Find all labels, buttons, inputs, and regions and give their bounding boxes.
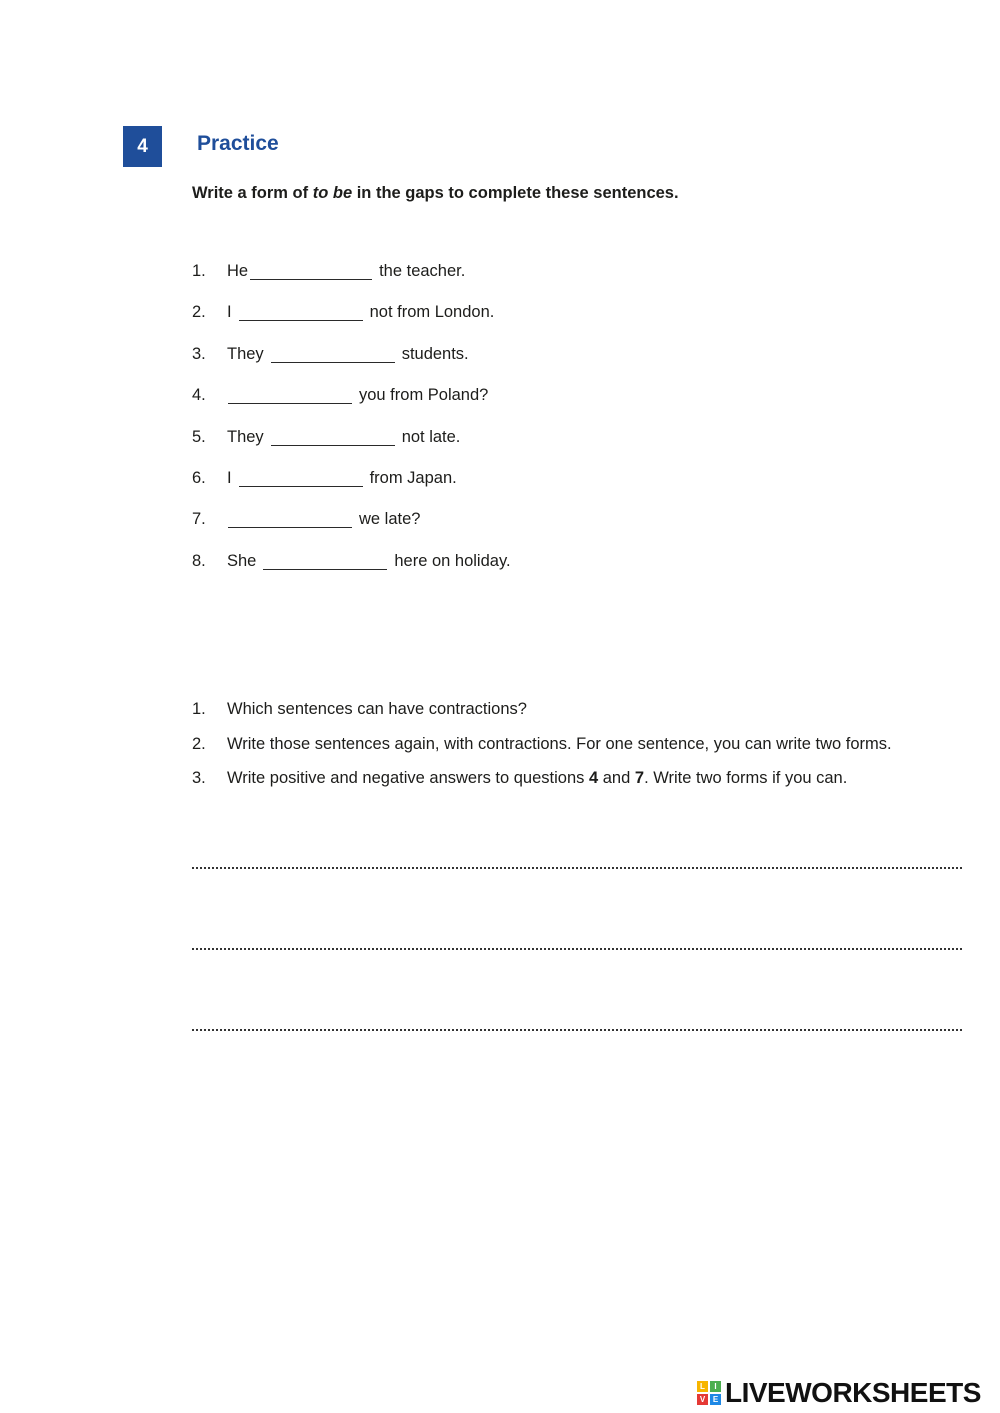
sentence-number: 4. <box>192 386 206 405</box>
answer-blank[interactable] <box>239 469 363 487</box>
task-text-part: Write positive and negative answers to questions <box>227 769 589 787</box>
task-text-bold: 7 <box>634 769 645 787</box>
sentence-after: the teacher. <box>379 262 466 280</box>
sentence-number: 2. <box>192 303 206 322</box>
sentence-before: I <box>227 303 232 322</box>
instruction-after: in the gaps to complete these sentences. <box>352 184 679 202</box>
sentence-before: She <box>227 551 257 570</box>
task-number: 3. <box>192 769 206 787</box>
section-number-badge: 4 <box>123 126 162 167</box>
instruction-before: Write a form of <box>192 184 313 202</box>
sentence-before: They <box>227 344 264 363</box>
answer-blank[interactable] <box>228 510 352 528</box>
answer-line-3[interactable] <box>192 1029 962 1031</box>
sentence-number: 5. <box>192 427 206 446</box>
task-number: 1. <box>192 700 206 718</box>
sentence-number: 8. <box>192 551 206 570</box>
answer-blank[interactable] <box>263 552 387 570</box>
section-title: Practice <box>197 132 279 155</box>
task-text-part: and <box>598 769 635 787</box>
task-text-bold: 4 <box>588 769 599 787</box>
logo-icon <box>697 1381 721 1405</box>
gap-sentence-8 <box>192 552 511 593</box>
answer-blank[interactable] <box>271 428 395 446</box>
liveworksheets-logo <box>697 1376 981 1410</box>
logo-cell: V <box>697 1394 708 1405</box>
sentence-after: from Japan. <box>369 468 457 487</box>
sentence-before: I <box>227 468 232 487</box>
sentence-after: you from Poland? <box>359 386 489 405</box>
task-number: 2. <box>192 734 206 753</box>
answer-blank[interactable] <box>271 345 395 363</box>
logo-cell: E <box>710 1394 721 1405</box>
instruction-text <box>192 184 679 203</box>
sentence-after: not late. <box>401 427 461 446</box>
sentence-number: 1. <box>192 262 206 280</box>
sentence-after: we late? <box>359 510 421 529</box>
sentence-number: 7. <box>192 510 206 529</box>
gap-sentence-3 <box>192 345 511 386</box>
gap-sentence-4 <box>192 386 511 427</box>
sentence-before: He <box>227 262 249 280</box>
answer-line-2[interactable] <box>192 948 962 950</box>
task-2 <box>192 735 892 770</box>
task-text: Which sentences can have contractions? <box>227 700 527 718</box>
logo-cell: I <box>710 1381 721 1392</box>
task-3 <box>192 769 892 804</box>
sentence-after: students. <box>401 344 469 363</box>
gap-sentence-5 <box>192 428 511 469</box>
gap-sentence-1 <box>192 262 511 303</box>
logo-cell: L <box>697 1381 708 1392</box>
sentence-after: not from London. <box>369 303 495 322</box>
answer-blank[interactable] <box>250 262 372 280</box>
answer-line-1[interactable] <box>192 867 962 869</box>
task-text: Write those sentences again, with contractions. For one sentence, you can write two forms. <box>227 734 892 753</box>
task-list <box>192 700 892 804</box>
sentence-before: They <box>227 427 264 446</box>
answer-blank[interactable] <box>228 386 352 404</box>
gap-sentence-7 <box>192 510 511 551</box>
answer-blank[interactable] <box>239 303 363 321</box>
task-1 <box>192 700 892 735</box>
gap-sentence-list <box>192 262 511 593</box>
logo-text: LIVEWORKSHEETS <box>725 1377 981 1408</box>
gap-sentence-6 <box>192 469 511 510</box>
gap-sentence-2 <box>192 303 511 344</box>
sentence-number: 6. <box>192 468 206 487</box>
task-text-part: . Write two forms if you can. <box>644 769 848 787</box>
sentence-number: 3. <box>192 344 206 363</box>
task-text <box>227 769 847 804</box>
instruction-italic: to be <box>312 184 353 202</box>
sentence-after: here on holiday. <box>394 551 511 570</box>
